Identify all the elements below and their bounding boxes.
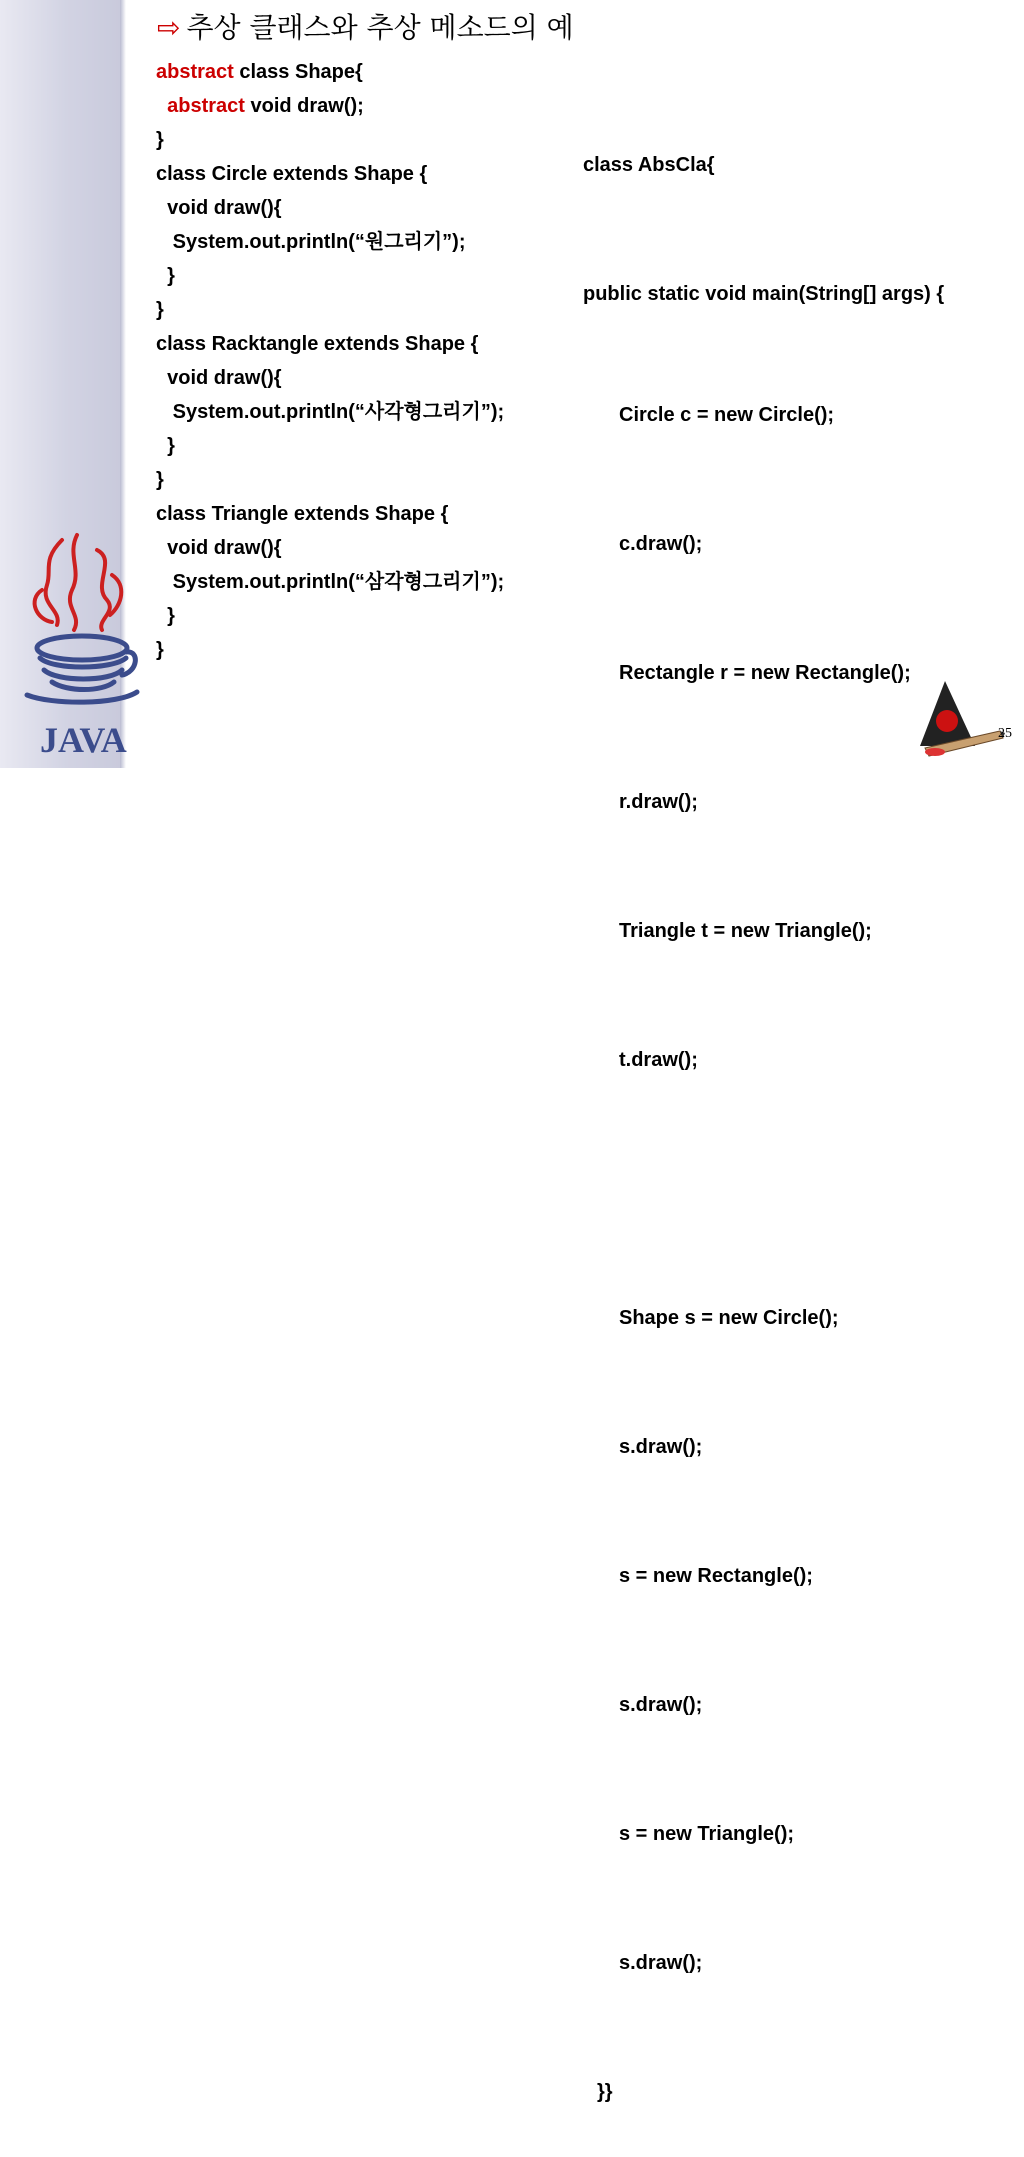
java-logo (22, 530, 142, 760)
code-line (156, 55, 504, 89)
code-line: } (156, 639, 164, 661)
duke-mascot-icon (905, 676, 1005, 760)
code-line: void draw(){ (156, 367, 282, 389)
code-line: void draw(){ (156, 537, 282, 559)
keyword-abstract: abstract (156, 95, 245, 117)
code-line: s = new Rectangle(); (619, 1565, 813, 1587)
code-line: class AbsCla{ (583, 154, 715, 176)
arrow-icon: ⇨ (157, 11, 181, 44)
cup-ring-3 (52, 682, 114, 690)
cup-ring-2 (44, 670, 122, 679)
code-line: class Circle extends Shape { (156, 163, 428, 185)
page-number: 25 (998, 726, 1012, 741)
code-line: s.draw(); (619, 1436, 703, 1458)
slide-title-row (157, 8, 574, 48)
java-logo-text: JAVA (40, 720, 127, 760)
cup-saucer (27, 692, 137, 702)
duke-pencil-eraser (925, 748, 945, 756)
code-line: System.out.println(“삼각형그리기”); (156, 571, 505, 593)
code-line: } (156, 265, 175, 287)
code-line: } (156, 469, 164, 491)
code-line: Rectangle r = new Rectangle(); (619, 662, 911, 684)
steam-2 (70, 535, 77, 630)
code-line: void draw(){ (156, 197, 282, 219)
duke-nose (936, 710, 958, 732)
code-line: } (156, 129, 164, 151)
code-line: s.draw(); (619, 1694, 703, 1716)
cup-handle (122, 652, 135, 675)
steam-3 (97, 550, 110, 630)
cup-rim (37, 636, 127, 660)
code-line: s.draw(); (619, 1952, 703, 1974)
code-line: r.draw(); (619, 791, 698, 813)
code-line: } (156, 605, 175, 627)
code-line: public static void main(String[] args) { (583, 283, 945, 305)
code-line: t.draw(); (619, 1049, 698, 1071)
code-text: void draw(); (244, 95, 364, 117)
code-line: c.draw(); (619, 533, 703, 555)
right-code-block (583, 58, 983, 2157)
keyword-abstract: abstract (156, 61, 234, 83)
code-line: Shape s = new Circle(); (619, 1307, 839, 1329)
blank-line (583, 1168, 983, 1211)
code-line: Circle c = new Circle(); (619, 404, 835, 426)
code-line: Triangle t = new Triangle(); (619, 920, 872, 942)
code-line: System.out.println(“원그리기”); (156, 231, 466, 253)
left-code-block (156, 55, 504, 667)
code-line: } (156, 435, 175, 457)
code-line: }} (597, 2081, 613, 2103)
steam-5 (110, 575, 121, 615)
code-line: System.out.println(“사각형그리기”); (156, 401, 505, 423)
code-line: s = new Triangle(); (619, 1823, 795, 1845)
code-text: class Shape{ (233, 61, 363, 83)
code-line: class Racktangle extends Shape { (156, 333, 479, 355)
code-line: class Triangle extends Shape { (156, 503, 449, 525)
code-line (156, 89, 504, 123)
slide-title: 추상 클래스와 추상 메소드의 예 (186, 11, 574, 44)
code-line: } (156, 299, 164, 321)
steam-1 (46, 540, 62, 625)
